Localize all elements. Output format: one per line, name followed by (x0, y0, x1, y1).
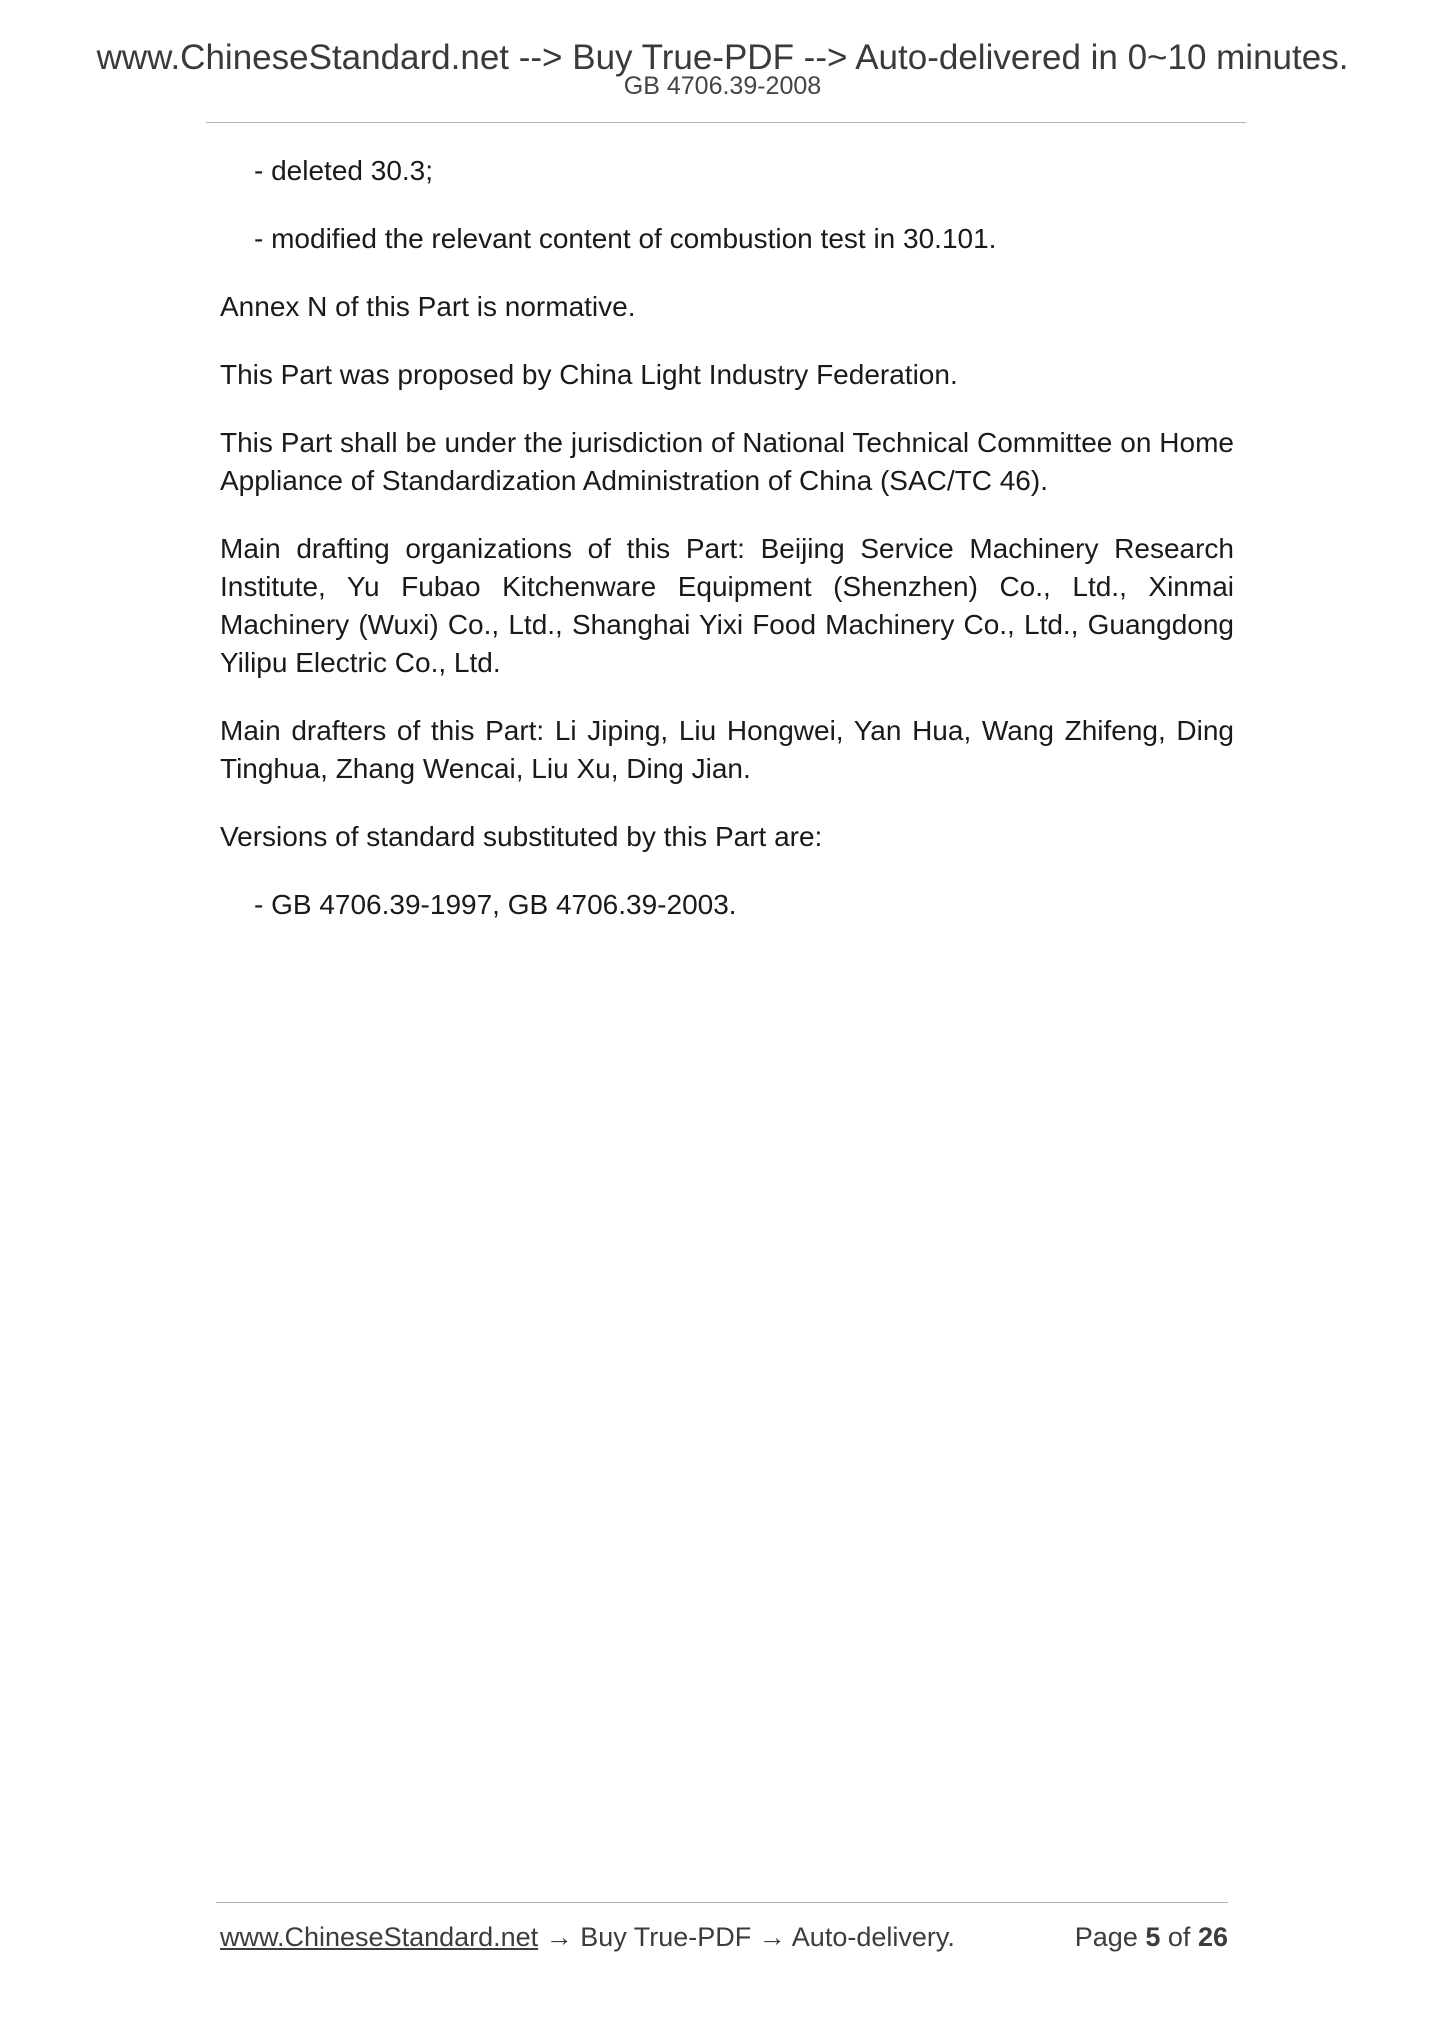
proposer-statement: This Part was proposed by China Light Industry Federation. (220, 359, 958, 390)
substituted-versions-item: - GB 4706.39-1997, GB 4706.39-2003. (254, 889, 737, 920)
arrow-right-icon: → (758, 1922, 786, 1952)
site-banner: www.ChineseStandard.net --> Buy True-PDF --> Auto-delivered in 0~10 minutes. (96, 38, 1349, 77)
page-indicator (1075, 1920, 1228, 1954)
substituted-versions-intro: Versions of standard substituted by this Part are: (220, 821, 823, 852)
drafting-organizations: Main drafting organizations of this Part: Beijing Service Machinery Research Institute, Yu Fubao Kitchenware Equipment (Shenzhen) Co., Ltd., Xinmai Machinery (Wuxi) Co., Ltd., Shanghai Yixi Food Machinery Co., Ltd., Guangdong Yilipu Electric Co., Ltd. (220, 533, 1234, 678)
document-body (220, 152, 1234, 954)
arrow-right-icon: → (545, 1922, 573, 1952)
header-divider (206, 122, 1246, 123)
change-item-deleted: - deleted 30.3; (254, 155, 434, 186)
change-item-modified: - modified the relevant content of combustion test in 30.101. (254, 223, 997, 254)
buy-true-pdf-text: Buy True-PDF (580, 1922, 752, 1952)
footer-divider (216, 1902, 1228, 1903)
auto-delivery-text: Auto-delivery. (791, 1922, 955, 1952)
document-code: GB 4706.39-2008 (623, 72, 822, 100)
annex-statement: Annex N of this Part is normative. (220, 291, 636, 322)
jurisdiction-statement: This Part shall be under the jurisdiction of National Technical Committee on Home Appliance of Standardization Administration of China (SAC/TC 46). (220, 427, 1234, 496)
page-label: Page (1074, 1922, 1138, 1952)
drafters: Main drafters of this Part: Li Jiping, Liu Hongwei, Yan Hua, Wang Zhifeng, Ding Tinghua, Zhang Wencai, Liu Xu, Ding Jian. (220, 715, 1234, 784)
total-pages: 26 (1197, 1922, 1228, 1952)
site-link[interactable]: www.ChineseStandard.net (220, 1922, 539, 1952)
page-number: 5 (1145, 1922, 1161, 1952)
of-label: of (1167, 1922, 1191, 1952)
footer-links (220, 1920, 955, 1954)
